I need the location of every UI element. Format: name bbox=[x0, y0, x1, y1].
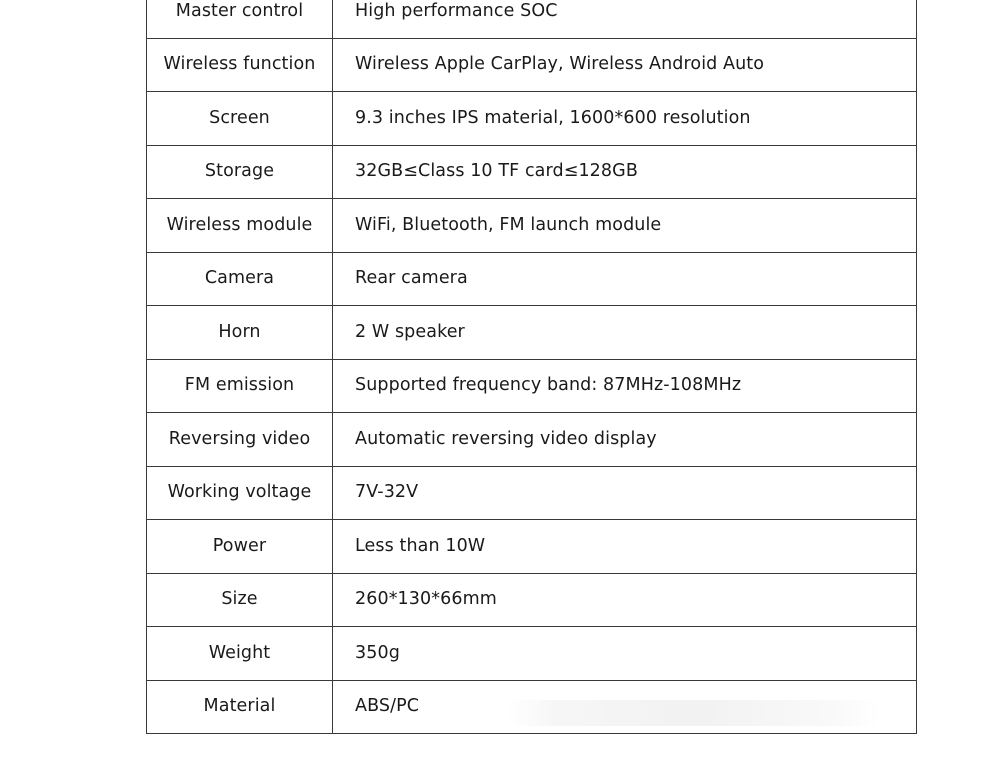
table-row bbox=[147, 466, 917, 520]
table-row bbox=[147, 413, 917, 467]
spec-value: High performance SOC bbox=[333, 0, 917, 38]
table-row bbox=[147, 0, 917, 38]
spec-value: WiFi, Bluetooth, FM launch module bbox=[333, 199, 917, 253]
table-row bbox=[147, 252, 917, 306]
spec-label: Storage bbox=[147, 145, 333, 199]
spec-label: Camera bbox=[147, 252, 333, 306]
spec-label: Reversing video bbox=[147, 413, 333, 467]
spec-value: Automatic reversing video display bbox=[333, 413, 917, 467]
spec-value: 2 W speaker bbox=[333, 306, 917, 360]
spec-label: Size bbox=[147, 573, 333, 627]
table-row bbox=[147, 199, 917, 253]
table-row bbox=[147, 359, 917, 413]
table-row bbox=[147, 306, 917, 360]
spec-label: Horn bbox=[147, 306, 333, 360]
specification-table bbox=[146, 0, 917, 734]
table-row bbox=[147, 145, 917, 199]
spec-value: 260*130*66mm bbox=[333, 573, 917, 627]
spec-value: 350g bbox=[333, 627, 917, 681]
spec-label: FM emission bbox=[147, 359, 333, 413]
spec-label: Screen bbox=[147, 92, 333, 146]
table-row bbox=[147, 38, 917, 92]
spec-label: Weight bbox=[147, 627, 333, 681]
spec-value: Wireless Apple CarPlay, Wireless Android Auto bbox=[333, 38, 917, 92]
spec-label: Wireless module bbox=[147, 199, 333, 253]
spec-value: Rear camera bbox=[333, 252, 917, 306]
spec-label: Material bbox=[147, 680, 333, 734]
spec-value: 9.3 inches IPS material, 1600*600 resolution bbox=[333, 92, 917, 146]
spec-label: Power bbox=[147, 520, 333, 574]
spec-label: Master control bbox=[147, 0, 333, 38]
spec-label: Wireless function bbox=[147, 38, 333, 92]
spec-value: Supported frequency band: 87MHz-108MHz bbox=[333, 359, 917, 413]
table-row bbox=[147, 520, 917, 574]
spec-label: Working voltage bbox=[147, 466, 333, 520]
spec-value: ABS/PC bbox=[333, 680, 917, 734]
table-row bbox=[147, 573, 917, 627]
table-row bbox=[147, 627, 917, 681]
specification-table-body bbox=[147, 0, 917, 734]
spec-value: Less than 10W bbox=[333, 520, 917, 574]
table-row bbox=[147, 680, 917, 734]
spec-value: 7V-32V bbox=[333, 466, 917, 520]
spec-value: 32GB≤Class 10 TF card≤128GB bbox=[333, 145, 917, 199]
table-row bbox=[147, 92, 917, 146]
